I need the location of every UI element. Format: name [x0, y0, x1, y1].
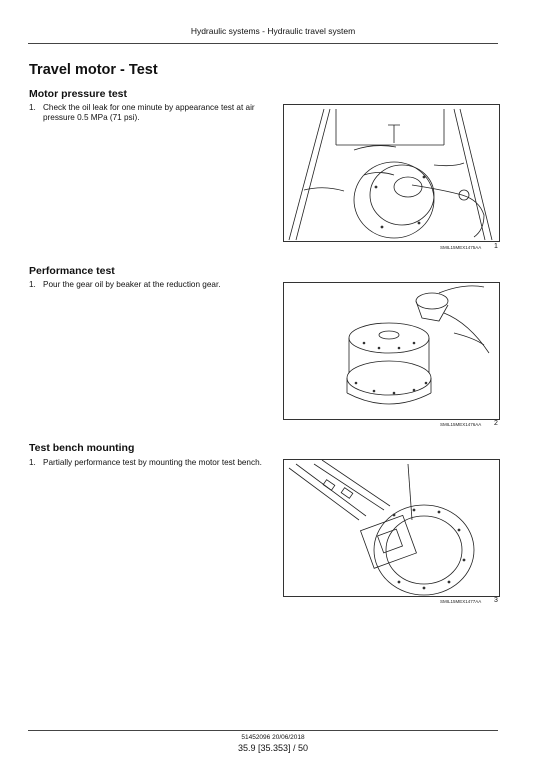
running-header: Hydraulic systems - Hydraulic travel system — [190, 26, 356, 36]
step-number: 1. — [29, 103, 36, 112]
footer-rule — [28, 730, 498, 731]
section-heading-motor-pressure-test: Motor pressure test — [29, 88, 128, 100]
section-heading-test-bench-mounting: Test bench mounting — [29, 442, 135, 454]
figure-3-test-bench-mounting — [283, 459, 500, 597]
figure-number: 1 — [494, 243, 498, 250]
step-number: 1. — [29, 280, 36, 289]
footer-doc-ref: 51452096 20/06/2018 — [241, 734, 305, 741]
test-bench-illustration — [284, 460, 499, 596]
figure-2-performance-test — [283, 282, 500, 420]
header-rule — [28, 43, 498, 44]
page-title: Travel motor - Test — [29, 62, 158, 78]
gear-oil-illustration — [284, 283, 499, 419]
figure-code: SMIL15MEX1477AA — [440, 599, 482, 604]
figure-code: SMIL15MEX1476AA — [440, 422, 482, 427]
section-heading-performance-test: Performance test — [29, 265, 115, 277]
figure-number: 3 — [494, 597, 498, 604]
step-text: Pour the gear oil by beaker at the reduction gear. — [43, 280, 221, 289]
figure-number: 2 — [494, 420, 498, 427]
figure-code: SMIL15MEX1475AA — [440, 245, 482, 250]
step-text: Check the oil leak for one minute by appearance test at air pressure 0.5 MPa (71 psi). — [43, 103, 255, 122]
figure-1-motor-pressure-test — [283, 104, 500, 242]
motor-pressure-illustration — [284, 105, 499, 241]
step-number: 1. — [29, 458, 36, 467]
footer-page-number: 35.9 [35.353] / 50 — [237, 743, 309, 753]
step-text: Partially performance test by mounting the motor test bench. — [43, 458, 262, 467]
